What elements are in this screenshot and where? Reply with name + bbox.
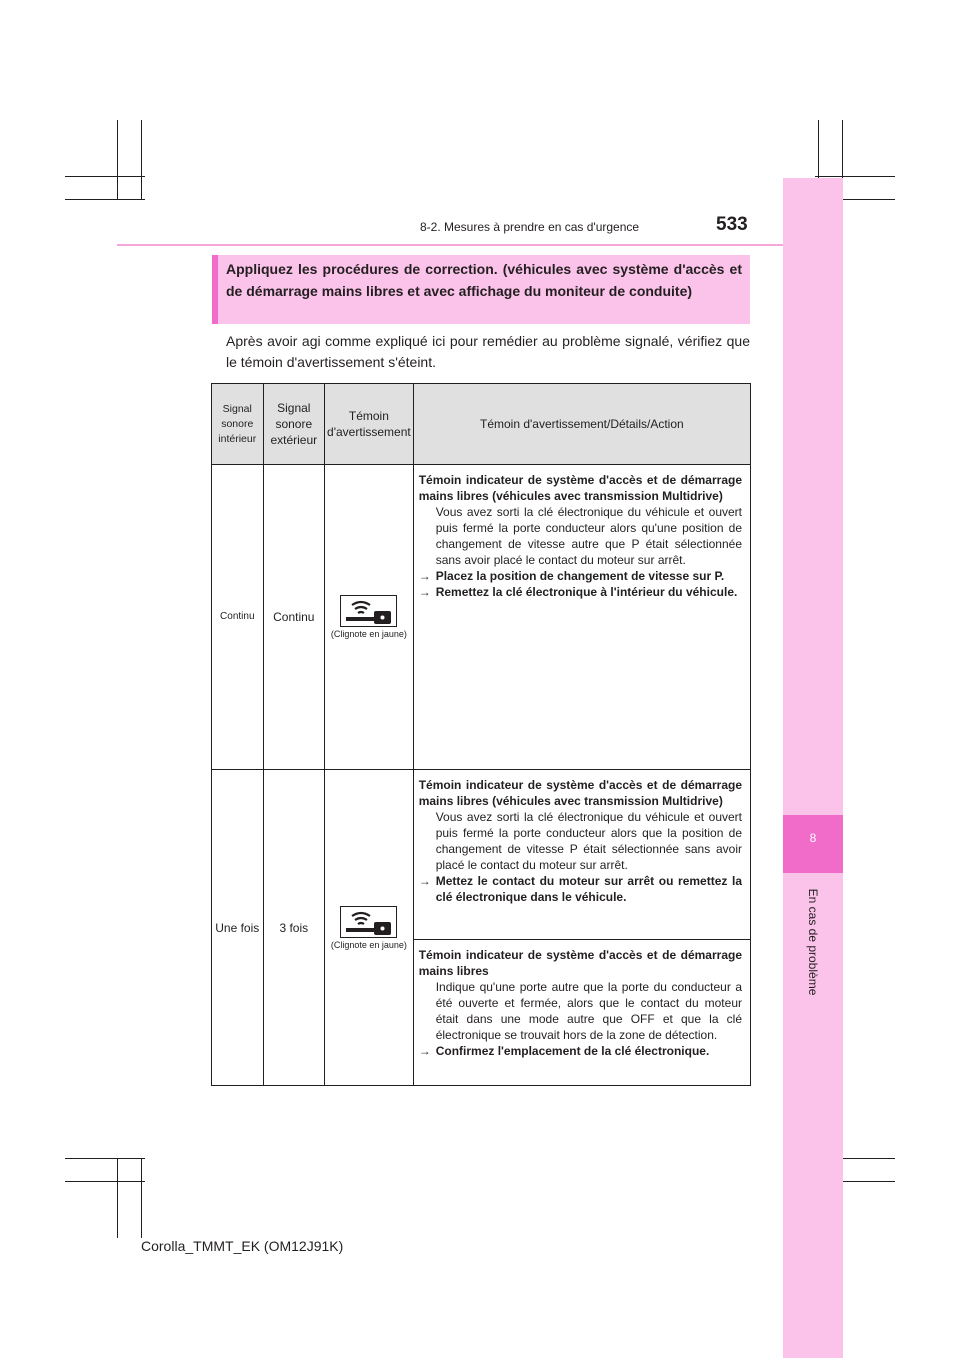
crop-mark bbox=[117, 1158, 118, 1238]
crop-mark bbox=[65, 1181, 145, 1182]
detail-title: Témoin indicateur de système d'accès et de démarrage mains libres bbox=[418, 948, 742, 978]
cell-details bbox=[413, 465, 750, 770]
crop-mark bbox=[65, 199, 145, 200]
smart-key-warning-icon bbox=[340, 595, 397, 627]
detail-action bbox=[419, 1043, 742, 1059]
procedure-box-accent bbox=[212, 255, 218, 324]
header-exterior-buzzer: Signal sonore extérieur bbox=[263, 384, 325, 465]
footer-doc-id: Corolla_TMMT_EK (OM12J91K) bbox=[141, 1238, 344, 1254]
detail-body: Vous avez sorti la clé électronique du véhicule et ouvert puis fermé la porte conducteur alors qu'une position de changement de vitesse autre que P était sélectionnée sans avoir placé le contact du moteur sur arrêt. bbox=[435, 505, 742, 567]
detail-body: Indique qu'une porte autre que la porte du conducteur a été ouverte et fermée, alors que le contact du moteur était dans une mode autre que OFF et que la clé électronique se trouvait hors de la zone de détection. bbox=[435, 980, 742, 1042]
crop-mark bbox=[141, 1158, 142, 1238]
detail-title: Témoin indicateur de système d'accès et de démarrage mains libres (véhicules avec transmission Multidrive) bbox=[418, 778, 742, 808]
cell-exterior: Continu bbox=[263, 465, 325, 770]
detail-action bbox=[419, 584, 742, 600]
header-rule bbox=[117, 244, 783, 246]
detail-action bbox=[419, 873, 742, 905]
side-tab bbox=[783, 178, 843, 1358]
cell-details bbox=[413, 940, 750, 1086]
table-row bbox=[212, 465, 751, 770]
arrow-icon: → bbox=[418, 1044, 431, 1058]
arrow-icon: → bbox=[418, 585, 431, 599]
arrow-icon: → bbox=[418, 569, 431, 583]
chapter-number: 8 bbox=[809, 831, 817, 845]
crop-mark bbox=[65, 1158, 145, 1159]
cell-interior: Une fois bbox=[212, 770, 264, 1086]
icon-caption: (Clignote en jaune) bbox=[330, 629, 407, 639]
procedure-box bbox=[212, 255, 750, 324]
detail-title: Témoin indicateur de système d'accès et de démarrage mains libres (véhicules avec transmission Multidrive) bbox=[418, 473, 742, 503]
action-text: Mettez le contact du moteur sur arrêt ou remettez la clé électronique dans le véhicule. bbox=[435, 874, 742, 904]
crop-mark bbox=[815, 176, 895, 177]
crop-mark bbox=[65, 176, 145, 177]
section-title: 8-2. Mesures à prendre en cas d'urgence bbox=[420, 220, 640, 234]
arrow-icon: → bbox=[418, 874, 431, 888]
chapter-number-tab bbox=[783, 815, 843, 873]
cell-warning-light bbox=[325, 770, 414, 1086]
action-text: Placez la position de changement de vitesse sur P. bbox=[435, 569, 725, 583]
warning-table bbox=[211, 383, 751, 1086]
header-details: Témoin d'avertissement/Détails/Action bbox=[413, 384, 750, 465]
procedure-box-text: Appliquez les procédures de correction. (véhicules avec système d'accès et de démarrage mains libres et avec affichage du moniteur de conduite) bbox=[226, 261, 742, 299]
detail-body: Vous avez sorti la clé électronique du véhicule et ouvert puis fermé la porte conducteur alors que la position de changement de vitesse P était sélectionnée sans avoir placé le contact du moteur sur arrêt. bbox=[435, 810, 742, 872]
table-row bbox=[212, 770, 751, 940]
header-interior-buzzer: Signal sonore intérieur bbox=[212, 384, 264, 465]
cell-interior: Continu bbox=[212, 465, 264, 770]
cell-details bbox=[413, 770, 750, 940]
smart-key-warning-icon bbox=[340, 906, 397, 938]
action-text: Confirmez l'emplacement de la clé électronique. bbox=[435, 1044, 710, 1058]
page-number: 533 bbox=[716, 214, 748, 235]
action-text: Remettez la clé électronique à l'intérieur du véhicule. bbox=[435, 585, 738, 599]
crop-mark bbox=[141, 120, 142, 200]
header-warning-light: Témoin d'avertissement bbox=[325, 384, 414, 465]
crop-mark bbox=[117, 120, 118, 200]
cell-exterior: 3 fois bbox=[263, 770, 325, 1086]
table-header-row bbox=[212, 384, 751, 465]
intro-paragraph: Après avoir agi comme expliqué ici pour remédier au problème signalé, vérifiez que le témoin d'avertissement s'éteint. bbox=[226, 333, 750, 370]
chapter-label: En cas de problème bbox=[806, 888, 820, 996]
cell-warning-light bbox=[325, 465, 414, 770]
detail-action bbox=[419, 568, 742, 584]
icon-caption: (Clignote en jaune) bbox=[330, 939, 407, 950]
